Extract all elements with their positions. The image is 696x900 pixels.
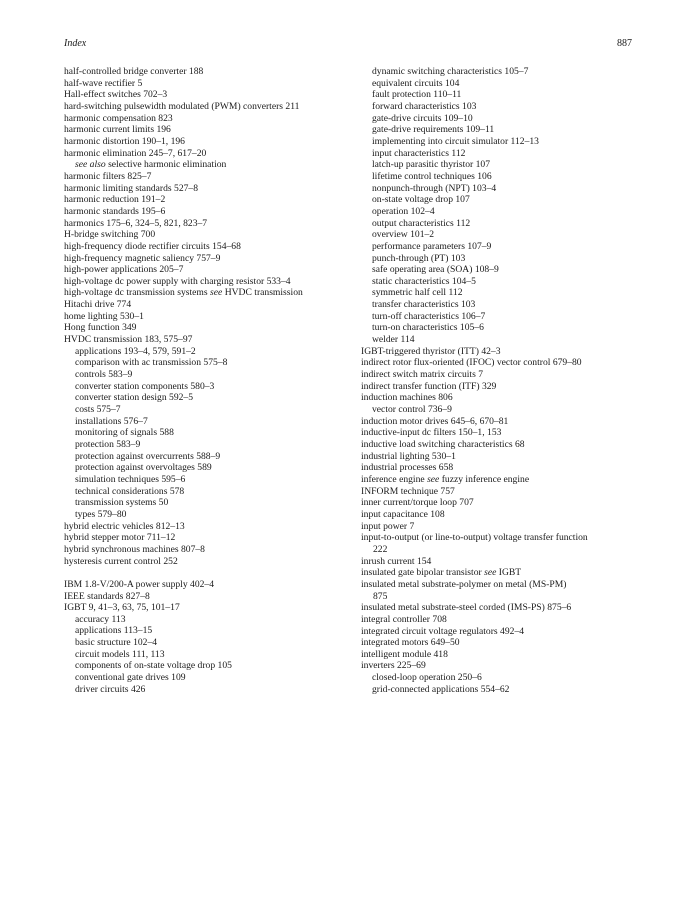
index-subentry: applications 193–4, 579, 591–2: [75, 345, 196, 357]
index-entry: induction machines 806: [361, 392, 453, 404]
index-subentry: symmetric half cell 112: [372, 287, 463, 299]
index-subentry: fault protection 110–11: [372, 89, 462, 101]
index-subentry: circuit models 111, 113: [75, 648, 165, 660]
index-subentry: types 579–80: [75, 508, 127, 520]
index-entry: input power 7: [361, 520, 415, 532]
index-subentry: turn-off characteristics 106–7: [372, 310, 486, 322]
index-subentry: controls 583–9: [75, 369, 133, 381]
index-entry: half-controlled bridge converter 188: [64, 66, 204, 77]
index-subentry: technical considerations 578: [75, 485, 185, 497]
index-entry: inductive-input dc filters 150–1, 153: [361, 427, 502, 439]
index-entry: intelligent module 418: [361, 648, 448, 660]
index-subentry: converter station components 580–3: [75, 380, 215, 392]
index-entry: INFORM technique 757: [361, 485, 455, 497]
index-entry: half-wave rectifier 5: [64, 77, 143, 89]
running-title: Index: [64, 38, 87, 49]
see-label: see: [210, 287, 223, 299]
index-subentry: static characteristics 104–5: [372, 275, 476, 287]
index-subentry: safe operating area (SOA) 108–9: [372, 264, 499, 276]
index-entry: industrial processes 658: [361, 462, 454, 474]
section-gap: [64, 567, 354, 579]
index-subentry: converter station design 592–5: [75, 392, 194, 404]
index-entry: [361, 579, 636, 602]
index-entry: insulated metal substrate-steel corded (IMS-PS) 875–6: [361, 602, 572, 614]
index-subentry: latch-up parasitic thyristor 107: [372, 159, 491, 171]
index-entry: IEEE standards 827–8: [64, 590, 150, 602]
cross-reference: fuzzy inference engine: [441, 473, 530, 485]
index-subentry: gate-drive circuits 109–10: [372, 112, 473, 124]
index-entry: [361, 474, 636, 486]
index-entry: [361, 532, 636, 555]
entry-text: insulated gate bipolar transistor: [361, 567, 482, 579]
index-subentry: monitoring of signals 588: [75, 427, 174, 439]
index-subentry: conventional gate drives 109: [75, 672, 186, 684]
index-column-left: [64, 66, 354, 695]
index-subentry: input characteristics 112: [372, 147, 466, 159]
index-subentry: accuracy 113: [75, 613, 126, 625]
index-subentry: transfer characteristics 103: [372, 299, 476, 311]
index-entry: Hitachi drive 774: [64, 299, 132, 311]
index-entry: inrush current 154: [361, 555, 432, 567]
index-subentry: operation 102–4: [372, 205, 435, 217]
index-subentry: welder 114: [372, 334, 415, 346]
index-subentry: installations 576–7: [75, 415, 148, 427]
index-entry: Hong function 349: [64, 322, 137, 334]
index-entry: inner current/torque loop 707: [361, 497, 474, 509]
index-subentry: punch-through (PT) 103: [372, 252, 466, 264]
index-subentry: closed-loop operation 250–6: [372, 672, 482, 684]
index-entry: hard-switching pulsewidth modulated (PWM) converters 211: [64, 100, 300, 112]
index-entry: IBM 1.8-V/200-A power supply 402–4: [64, 578, 215, 590]
cross-reference: selective harmonic elimination: [108, 159, 227, 171]
index-entry: hybrid synchronous machines 807–8: [64, 543, 205, 555]
entry-text: high-voltage dc transmission systems: [64, 287, 208, 299]
index-subentry: costs 575–7: [75, 404, 121, 416]
index-subentry: nonpunch-through (NPT) 103–4: [372, 182, 497, 194]
index-entry: hybrid electric vehicles 812–13: [64, 520, 185, 532]
entry-continuation: 875: [373, 590, 388, 602]
index-subentry-see-also: [64, 159, 354, 171]
index-entry: harmonic compensation 823: [64, 112, 173, 124]
index-entry: harmonic filters 825–7: [64, 170, 152, 182]
see-label: see: [484, 567, 497, 579]
index-subentry: vector control 736–9: [372, 404, 452, 416]
index-entry: indirect transfer function (ITF) 329: [361, 380, 497, 392]
cross-reference: HVDC transmission: [224, 287, 303, 299]
index-entry: inverters 225–69: [361, 660, 426, 672]
see-label: see: [427, 473, 440, 485]
index-entry: hysteresis current control 252: [64, 555, 178, 567]
index-column-right: [361, 66, 636, 695]
see-also-label: see also: [75, 159, 106, 171]
cross-reference: IGBT: [498, 567, 522, 579]
index-subentry: equivalent circuits 104: [372, 77, 460, 89]
index-entry: indirect switch matrix circuits 7: [361, 369, 484, 381]
index-subentry: turn-on characteristics 105–6: [372, 322, 484, 334]
index-entry: high-voltage dc power supply with charging resistor 533–4: [64, 275, 291, 287]
index-subentry: protection 583–9: [75, 439, 141, 450]
index-entry: induction motor drives 645–6, 670–81: [361, 415, 509, 427]
index-subentry: gate-drive requirements 109–11: [372, 124, 495, 136]
index-subentry: dynamic switching characteristics 105–7: [372, 66, 529, 77]
index-subentry: comparison with ac transmission 575–8: [75, 357, 228, 369]
index-subentry: performance parameters 107–9: [372, 240, 492, 252]
index-subentry: grid-connected applications 554–62: [372, 683, 510, 695]
index-entry: H-bridge switching 700: [64, 229, 156, 241]
index-subentry: protection against overcurrents 588–9: [75, 450, 221, 462]
index-entry: inductive load switching characteristics 68: [361, 439, 525, 450]
index-entry: Hall-effect switches 702–3: [64, 89, 168, 101]
index-entry: [64, 287, 354, 299]
index-subentry: components of on-state voltage drop 105: [75, 660, 232, 672]
index-entry: high-frequency diode rectifier circuits 154–68: [64, 240, 241, 252]
index-entry: harmonic limiting standards 527–8: [64, 182, 199, 194]
index-entry: harmonic reduction 191–2: [64, 194, 166, 206]
index-subentry: lifetime control techniques 106: [372, 170, 492, 182]
index-entry: HVDC transmission 183, 575–97: [64, 334, 193, 346]
index-subentry: implementing into circuit simulator 112–13: [372, 135, 539, 147]
index-entry: harmonics 175–6, 324–5, 821, 823–7: [64, 217, 208, 229]
index-entry: high-power applications 205–7: [64, 264, 184, 276]
index-subentry: on-state voltage drop 107: [372, 194, 470, 206]
index-entry: integrated circuit voltage regulators 492–4: [361, 625, 525, 637]
entry-text: inference engine: [361, 473, 425, 485]
index-subentry: output characteristics 112: [372, 217, 471, 229]
index-entry: industrial lighting 530–1: [361, 450, 456, 462]
index-entry: harmonic current limits 196: [64, 124, 171, 136]
index-subentry: forward characteristics 103: [372, 100, 477, 112]
page-number: 887: [617, 38, 632, 49]
index-entry: integral controller 708: [361, 613, 447, 625]
index-entry: input capacitance 108: [361, 508, 445, 520]
index-subentry: transmission systems 50: [75, 497, 169, 509]
index-subentry: basic structure 102–4: [75, 637, 158, 649]
index-subentry: applications 113–15: [75, 625, 153, 637]
index-subentry: protection against overvoltages 589: [75, 462, 212, 474]
index-entry: harmonic standards 195–6: [64, 205, 166, 217]
entry-text: insulated metal substrate-polymer on metal (MS-PM): [361, 578, 567, 590]
index-entry: IGBT-triggered thyristor (ITT) 42–3: [361, 345, 501, 357]
index-entry: harmonic distortion 190–1, 196: [64, 135, 185, 147]
index-subentry: simulation techniques 595–6: [75, 473, 186, 485]
index-entry: home lighting 530–1: [64, 310, 144, 322]
index-entry: high-frequency magnetic saliency 757–9: [64, 252, 221, 264]
index-entry: IGBT 9, 41–3, 63, 75, 101–17: [64, 602, 180, 614]
index-entry: integrated motors 649–50: [361, 637, 460, 649]
index-entry: harmonic elimination 245–7, 617–20: [64, 147, 207, 159]
index-entry: hybrid stepper motor 711–12: [64, 532, 176, 544]
entry-continuation: 222: [373, 543, 388, 555]
index-subentry: driver circuits 426: [75, 683, 146, 695]
index-entry: indirect rotor flux-oriented (IFOC) vector control 679–80: [361, 357, 582, 369]
entry-text: input-to-output (or line-to-output) voltage transfer function: [361, 532, 588, 544]
index-subentry: overview 101–2: [372, 229, 435, 241]
index-entry: [361, 567, 636, 579]
